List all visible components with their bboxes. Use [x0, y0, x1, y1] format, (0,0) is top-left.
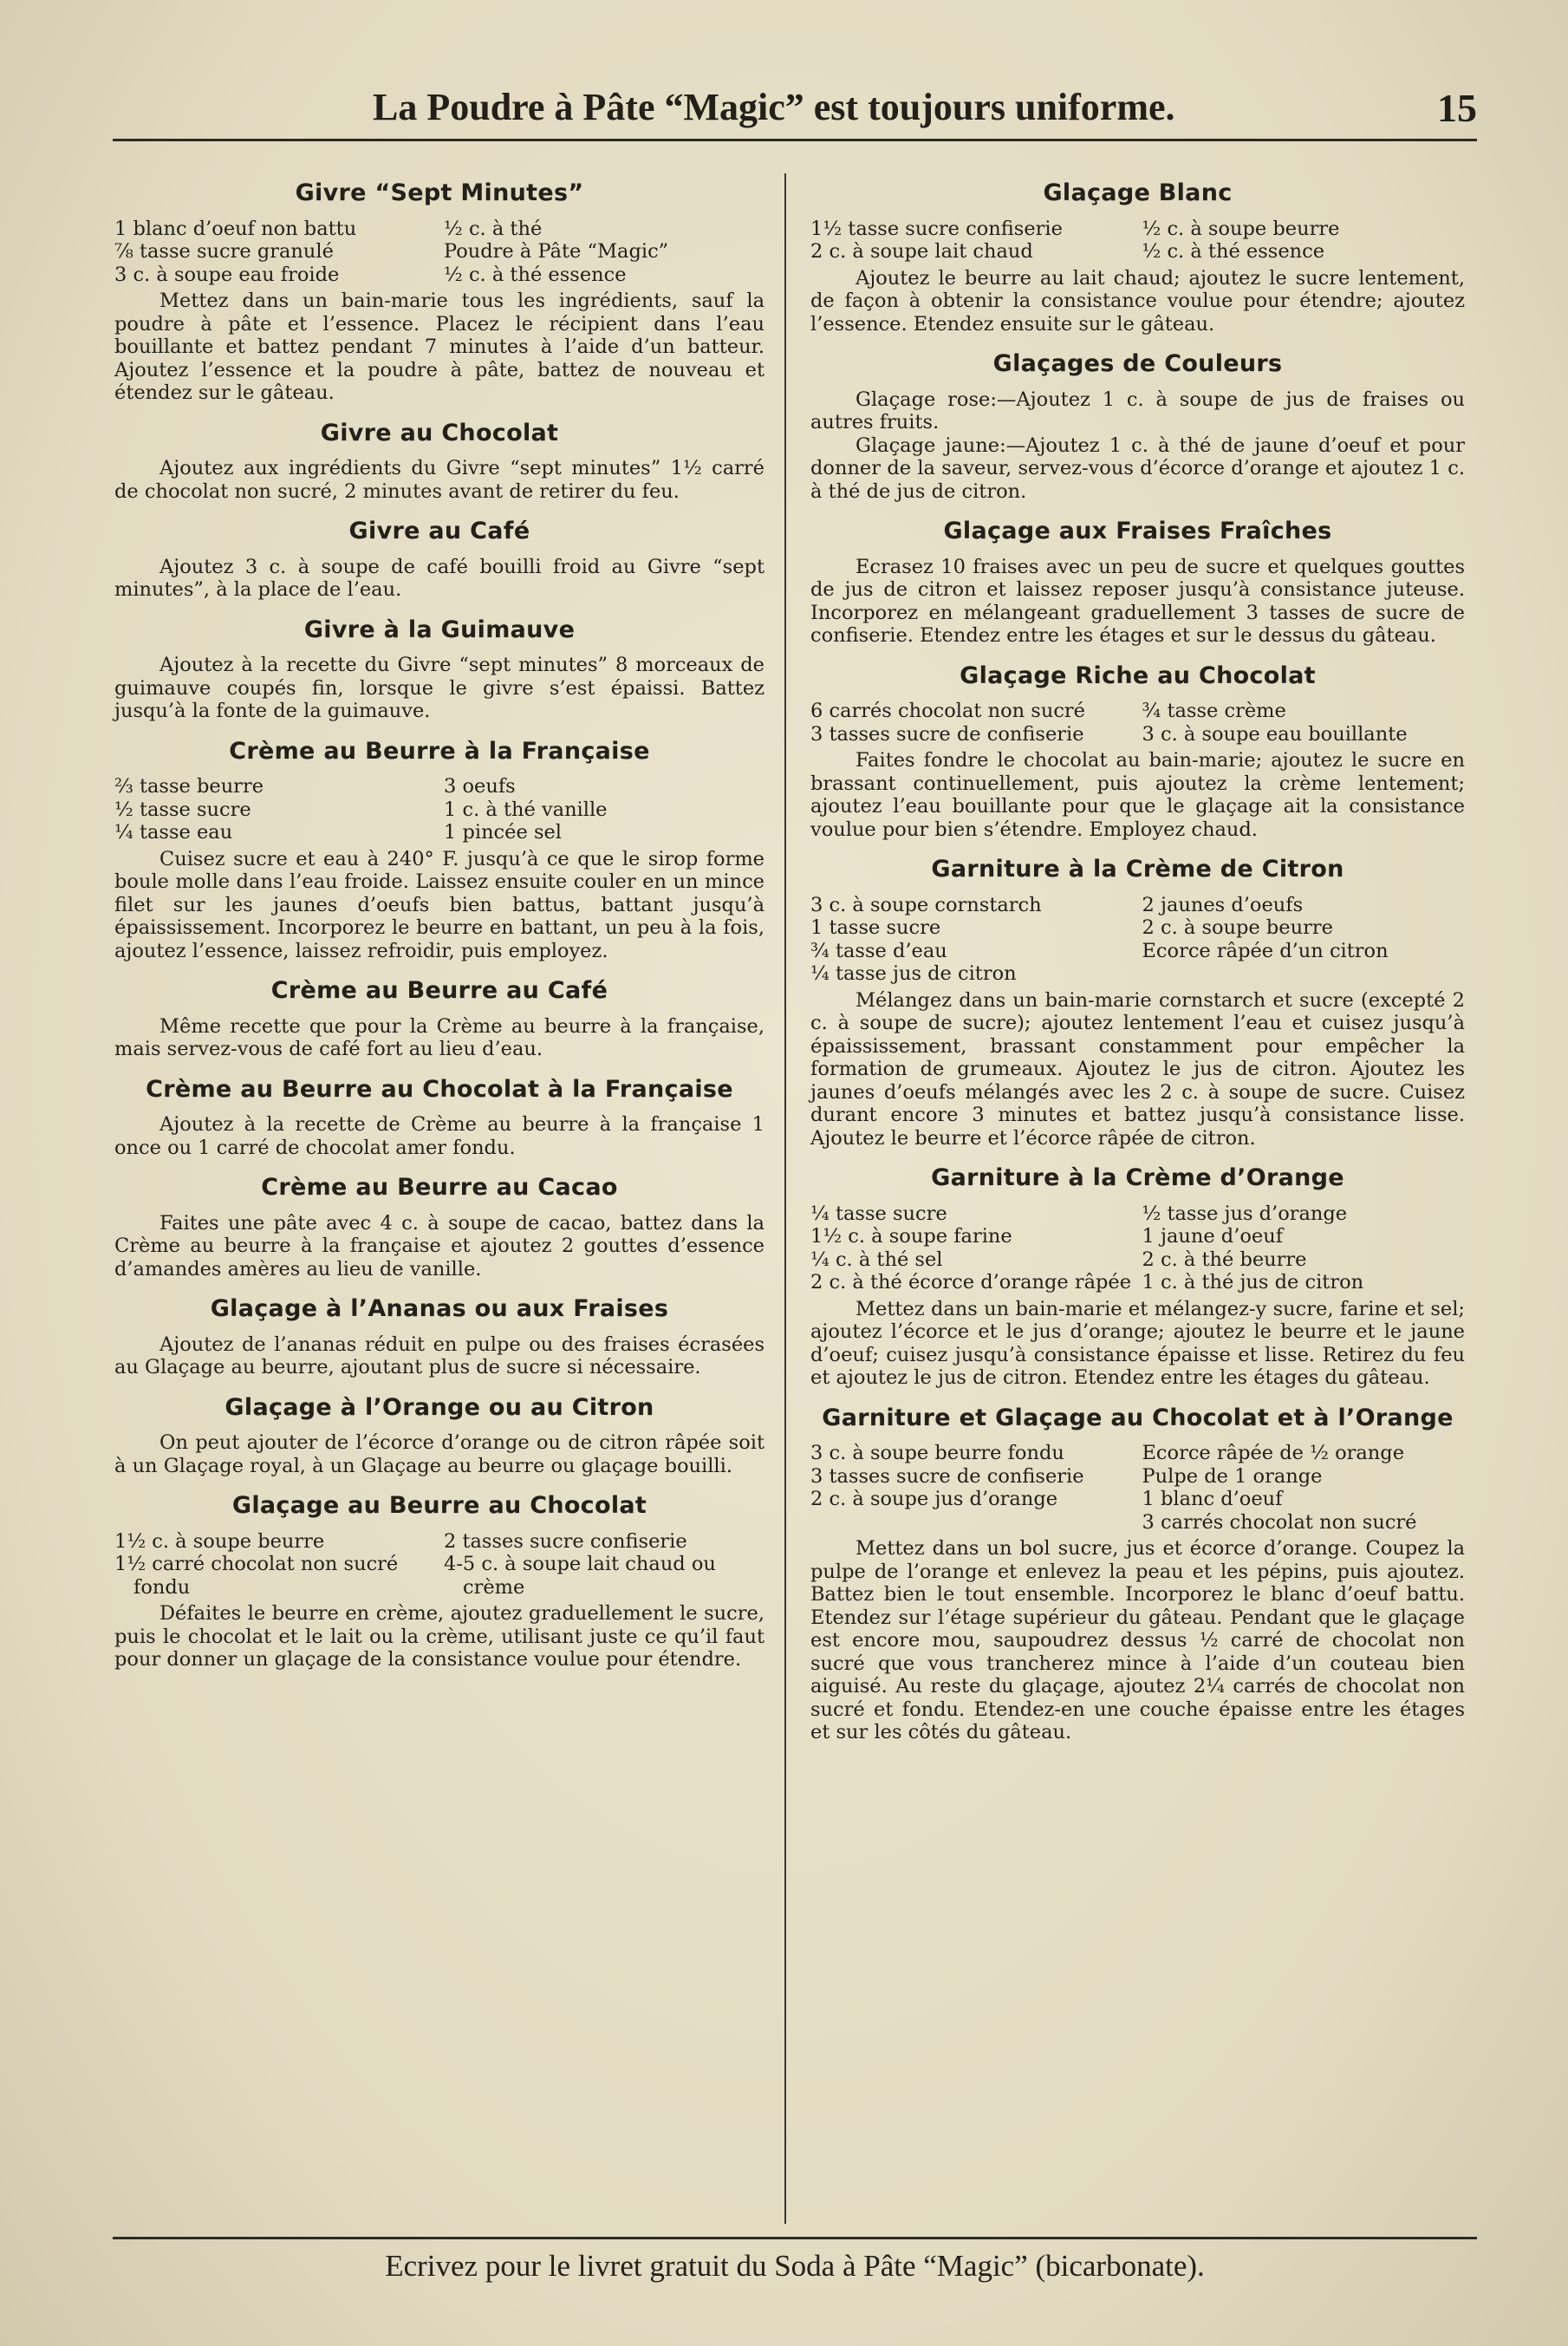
recipe-title: Glaçage Riche au Chocolat [960, 661, 1316, 689]
recipe-instructions [810, 1537, 1465, 1744]
recipe-title: Crème au Beurre au Café [270, 977, 608, 1004]
recipe-title: Glaçage aux Fraises Fraîches [943, 518, 1332, 544]
ingredient: 1 blanc d’oeuf [1142, 1488, 1283, 1510]
ingredient-column-right [1142, 1202, 1466, 1294]
instruction-paragraph: Faites fondre le chocolat au bain-marie; ajoutez le sucre en brassant continuellement, puis ajoutez la crème lentement; ajoutez l’eau bouillante pour que le glaçage ait la consistance voulue pour bien s’étendre. Employez chaud. [810, 749, 1465, 841]
recipe-title: Crème au Beurre à la Française [229, 737, 650, 765]
recipe-instructions [114, 1015, 764, 1061]
ingredient-column-right [444, 1530, 764, 1600]
ingredient: ½ c. à thé [444, 217, 543, 240]
ingredient: Ecorce râpée d’un citron [1142, 939, 1389, 962]
instruction-paragraph: Ajoutez à la recette du Givre “sept minutes” 8 morceaux de guimauve coupés fin, lorsque le givre s’est épaissi. Battez jusqu’à la fonte de la guimauve. [114, 654, 764, 722]
recipe-title: Glaçages de Couleurs [992, 350, 1283, 377]
ingredient-column-left [114, 1530, 435, 1600]
recipe-title: Garniture à la Crème de Citron [931, 856, 1344, 883]
instruction-paragraph: Mettez dans un bain-marie et mélangez-y sucre, farine et sel; ajoutez l’écorce et le jus d’orange; ajoutez le beurre et le jaune d’oeuf; cuisez jusqu’à consistance épaisse et lisse. Retirez du feu et ajoutez le jus de citron. Etendez entre les étages du gâteau. [810, 1297, 1465, 1389]
ingredient: ¼ tasse eau [114, 821, 233, 844]
recipe-instructions [114, 1333, 764, 1379]
instruction-paragraph: Glaçage jaune:—Ajoutez 1 c. à thé de jaune d’oeuf et pour donner de la saveur, servez-vous d’écorce d’orange et ajoutez 1 c. à thé de jus de citron. [810, 433, 1465, 503]
recipe [114, 179, 764, 405]
ingredient: ¾ tasse d’eau [810, 939, 947, 962]
right-column [810, 172, 1465, 1762]
ingredient-column-left [810, 1202, 1134, 1294]
instruction-paragraph: Cuisez sucre et eau à 240° F. jusqu’à ce que le sirop forme boule molle dans l’eau froide. Laissez ensuite couler en un mince filet sur les jaunes d’oeufs bien battus, battant jusqu’à épaississement. Incorporez le beurre en battant, un peu à la fois, ajoutez l’essence, laissez refroidir, puis employez. [114, 847, 764, 962]
ingredient: ⅞ tasse sucre granulé [114, 240, 334, 263]
ingredient: 1 tasse sucre [810, 916, 941, 939]
recipe [810, 520, 1465, 648]
ingredient: 3 c. à soupe eau froide [114, 263, 340, 286]
ingredient: 1 pincée sel [444, 821, 562, 844]
ingredient-list [810, 700, 1465, 746]
ingredient: 2 c. à soupe beurre [1142, 916, 1333, 939]
recipe-title: Garniture à la Crème d’Orange [931, 1164, 1344, 1191]
ingredient-list [114, 218, 764, 287]
ingredient: ½ tasse jus d’orange [1142, 1202, 1348, 1225]
ingredient: 6 carrés chocolat non sucré [810, 700, 1085, 722]
ingredient: 1½ c. à soupe beurre [114, 1529, 325, 1553]
recipe-title: Givre au Chocolat [320, 419, 559, 446]
footer-rule [113, 2237, 1477, 2239]
ingredient-column-left [114, 218, 435, 287]
instruction-paragraph: Ajoutez de l’ananas réduit en pulpe ou des fraises écrasées au Glaçage au beurre, ajoutant plus de sucre si nécessaire. [114, 1333, 764, 1378]
ingredient: Ecorce râpée de ½ orange [1142, 1442, 1405, 1464]
ingredient: 3 tasses sucre de confiserie [810, 1464, 1084, 1488]
ingredient-list [114, 1530, 764, 1600]
instruction-paragraph: Glaçage rose:—Ajoutez 1 c. à soupe de jus de fraises ou autres fruits. [810, 388, 1465, 433]
ingredient: ½ tasse sucre [114, 798, 251, 821]
recipe-title: Crème au Beurre au Cacao [261, 1174, 618, 1201]
ingredient: 1½ tasse sucre confiserie [810, 217, 1063, 240]
recipe [810, 350, 1465, 503]
recipe-instructions [114, 290, 764, 405]
ingredient-list [810, 894, 1465, 986]
ingredient: ¼ tasse jus de citron [810, 962, 1017, 985]
recipe [810, 858, 1465, 1150]
ingredient-list [114, 775, 764, 844]
ingredient: 3 c. à soupe eau bouillante [1142, 722, 1408, 746]
ingredient: 1 c. à thé jus de citron [1142, 1271, 1364, 1294]
recipe [810, 1404, 1465, 1744]
instruction-paragraph: Ajoutez 3 c. à soupe de café bouilli froid au Givre “sept minutes”, à la place de l’eau. [114, 555, 764, 601]
ingredient: 2 c. à thé beurre [1142, 1248, 1307, 1271]
ingredient: 1 c. à thé vanille [444, 798, 608, 821]
recipe-instructions [114, 1113, 764, 1159]
ingredient-column-right [1142, 1442, 1466, 1534]
ingredient-column-right [444, 775, 764, 844]
recipe [810, 179, 1465, 336]
ingredient: 2 tasses sucre confiserie [444, 1529, 687, 1553]
instruction-paragraph: Même recette que pour la Crème au beurre à la française, mais servez-vous de café fort au lieu d’eau. [114, 1014, 764, 1060]
ingredient-column-left [810, 894, 1134, 986]
ingredient: ¼ tasse sucre [810, 1202, 947, 1225]
ingredient-list [810, 1202, 1465, 1294]
recipe-instructions [114, 1602, 764, 1672]
ingredient: 3 oeufs [444, 775, 516, 798]
instruction-paragraph: Ajoutez le beurre au lait chaud; ajoutez le sucre lentement, de façon à obtenir la consistance voulue pour étendre; ajoutez l’essence. Etendez ensuite sur le gâteau. [810, 266, 1465, 336]
recipe [114, 419, 764, 504]
recipe [114, 737, 764, 963]
recipe-title: Glaçage à l’Ananas ou aux Fraises [210, 1295, 669, 1322]
recipe-title: Glaçage à l’Orange ou au Citron [224, 1393, 654, 1421]
instruction-paragraph: Ecrasez 10 fraises avec un peu de sucre et quelques gouttes de jus de citron et laissez reposer jusqu’à consistance juteuse. Incorporez en mélangeant graduellement 3 tasses de sucre de confiserie. Etendez entre les étages et sur le dessus du gâteau. [810, 555, 1465, 647]
ingredient: 1½ carré chocolat non sucré fondu [114, 1553, 399, 1599]
recipe-instructions [114, 1212, 764, 1281]
recipe [114, 1492, 764, 1672]
recipe-instructions [114, 1431, 764, 1477]
instruction-paragraph: Mélangez dans un bain-marie cornstarch et sucre (excepté 2 c. à soupe de sucre); ajoutez lentement l’eau et cuisez jusqu’à épaississement, brassant constamment pour empêcher la formation de grumeaux. Ajoutez le jus de citron. Ajoutez les jaunes d’oeufs mélangés avec les 2 c. à soupe de sucre. Cuisez durant encore 3 minutes et battez jusqu’à consistance lisse. Ajoutez le beurre et l’écorce râpée de citron. [810, 988, 1465, 1150]
header-rule [113, 139, 1477, 141]
ingredient-column-left [810, 700, 1134, 746]
left-column [114, 172, 764, 1689]
ingredient: ⅔ tasse beurre [114, 775, 264, 798]
page-header [113, 85, 1477, 137]
recipe-instructions [810, 388, 1465, 504]
ingredient: 2 c. à soupe lait chaud [810, 240, 1033, 263]
ingredient: 3 tasses sucre de confiserie [810, 722, 1084, 746]
recipe [114, 1295, 764, 1379]
instruction-paragraph: Ajoutez à la recette de Crème au beurre à la française 1 once ou 1 carré de chocolat amer fondu. [114, 1113, 764, 1159]
recipe-instructions [810, 989, 1465, 1150]
recipe-title: Givre au Café [348, 518, 530, 544]
recipe [114, 1075, 764, 1160]
recipe [114, 1393, 764, 1478]
recipe-title: Givre “Sept Minutes” [295, 179, 584, 206]
column-divider [784, 173, 786, 2224]
ingredient-column-right [1142, 218, 1466, 264]
ingredient-column-right [444, 218, 764, 287]
ingredient: Pulpe de 1 orange [1142, 1464, 1323, 1488]
instruction-paragraph: Mettez dans un bol sucre, jus et écorce d’orange. Coupez la pulpe de l’orange et enlevez la peau et les pépins, puis ajoutez. Battez bien le tout ensemble. Incorporez le blanc d’oeuf battu. Etendez sur l’étage supérieur du gâteau. Pendant que le glaçage est encore mou, saupoudrez dessus ½ carré de chocolat non sucré que vous trancherez mince à l’aide d’un couteau bien aiguisé. Au reste du glaçage, ajoutez 2¼ carrés de chocolat non sucré et fondu. Etendez-en une couche épaisse entre les étages et sur les côtés du gâteau. [810, 1537, 1465, 1743]
recipe-title: Garniture et Glaçage au Chocolat et à l’Orange [822, 1404, 1454, 1431]
ingredient-column-left [810, 1442, 1134, 1534]
recipe-instructions [114, 457, 764, 503]
ingredient: 3 carrés chocolat non sucré [1142, 1510, 1417, 1534]
instruction-paragraph: On peut ajouter de l’écorce d’orange ou de citron râpée soit à un Glaçage royal, à un Glaçage au beurre ou glaçage bouilli. [114, 1431, 764, 1477]
recipe-title: Glaçage Blanc [1043, 179, 1233, 206]
ingredient: 4-5 c. à soupe lait chaud ou crème [444, 1553, 716, 1599]
ingredient-list [810, 218, 1465, 264]
ingredient: 1½ c. à soupe farine [810, 1225, 1012, 1248]
recipe-instructions [114, 654, 764, 723]
recipe [114, 1176, 764, 1281]
footer-note: Ecrivez pour le livret gratuit du Soda à Pâte “Magic” (bicarbonate). [385, 2249, 1205, 2283]
recipe [114, 520, 764, 602]
ingredient-column-right [1142, 700, 1466, 746]
recipe-instructions [810, 267, 1465, 336]
ingredient: 1 jaune d’oeuf [1142, 1225, 1284, 1248]
recipe-instructions [810, 749, 1465, 841]
ingredient: 2 c. à thé écorce d’orange râpée [810, 1271, 1132, 1294]
ingredient: 3 c. à soupe cornstarch [810, 893, 1042, 916]
recipe-instructions [114, 556, 764, 602]
recipe [810, 1164, 1465, 1390]
ingredient: ¾ tasse crème [1142, 700, 1286, 722]
ingredient-column-left [810, 218, 1134, 264]
ingredient-column-right [1142, 894, 1466, 986]
ingredient: Poudre à Pâte “Magic” [444, 240, 669, 263]
recipe [114, 977, 764, 1061]
recipe-title: Glaçage au Beurre au Chocolat [231, 1492, 647, 1519]
ingredient: 2 c. à soupe jus d’orange [810, 1488, 1058, 1510]
ingredient-column-left [114, 775, 435, 844]
ingredient-list [810, 1442, 1465, 1534]
page-number: 15 [1437, 86, 1477, 130]
ingredient: 3 c. à soupe beurre fondu [810, 1442, 1064, 1464]
recipe [114, 616, 764, 723]
ingredient: ½ c. à thé essence [444, 263, 627, 286]
recipe-title: Givre à la Guimauve [303, 616, 576, 643]
instruction-paragraph: Faites une pâte avec 4 c. à soupe de cacao, battez dans la Crème au beurre à la française et ajoutez 2 gouttes d’essence d’amandes amères au lieu de vanille. [114, 1211, 764, 1281]
ingredient: 2 jaunes d’oeufs [1142, 893, 1304, 916]
recipe-title: Crème au Beurre au Chocolat à la Française [146, 1075, 733, 1103]
recipe [810, 661, 1465, 842]
instruction-paragraph: Mettez dans un bain-marie tous les ingrédients, sauf la poudre à pâte et l’essence. Placez le récipient dans l’eau bouillante et battez pendant 7 minutes à l’aide d’un batteur. Ajoutez l’essence et la poudre à pâte, battez de nouveau et étendez sur le gâteau. [114, 290, 764, 404]
instruction-paragraph: Défaites le beurre en crème, ajoutez graduellement le sucre, puis le chocolat et le lait ou la crème, utilisant juste ce qu’il faut pour donner un glaçage de la consistance voulue pour étendre. [114, 1602, 764, 1671]
header-title: La Poudre à Pâte “Magic” est toujours uniforme. [373, 86, 1175, 128]
ingredient: ½ c. à soupe beurre [1142, 217, 1340, 240]
ingredient: ¼ c. à thé sel [810, 1248, 943, 1271]
recipe-instructions [810, 1298, 1465, 1390]
instruction-paragraph: Ajoutez aux ingrédients du Givre “sept minutes” 1½ carré de chocolat non sucré, 2 minutes avant de retirer du feu. [114, 457, 764, 503]
ingredient: 1 blanc d’oeuf non battu [114, 217, 357, 240]
ingredient: ½ c. à thé essence [1142, 240, 1325, 263]
recipe-instructions [114, 848, 764, 963]
recipe-instructions [810, 556, 1465, 648]
